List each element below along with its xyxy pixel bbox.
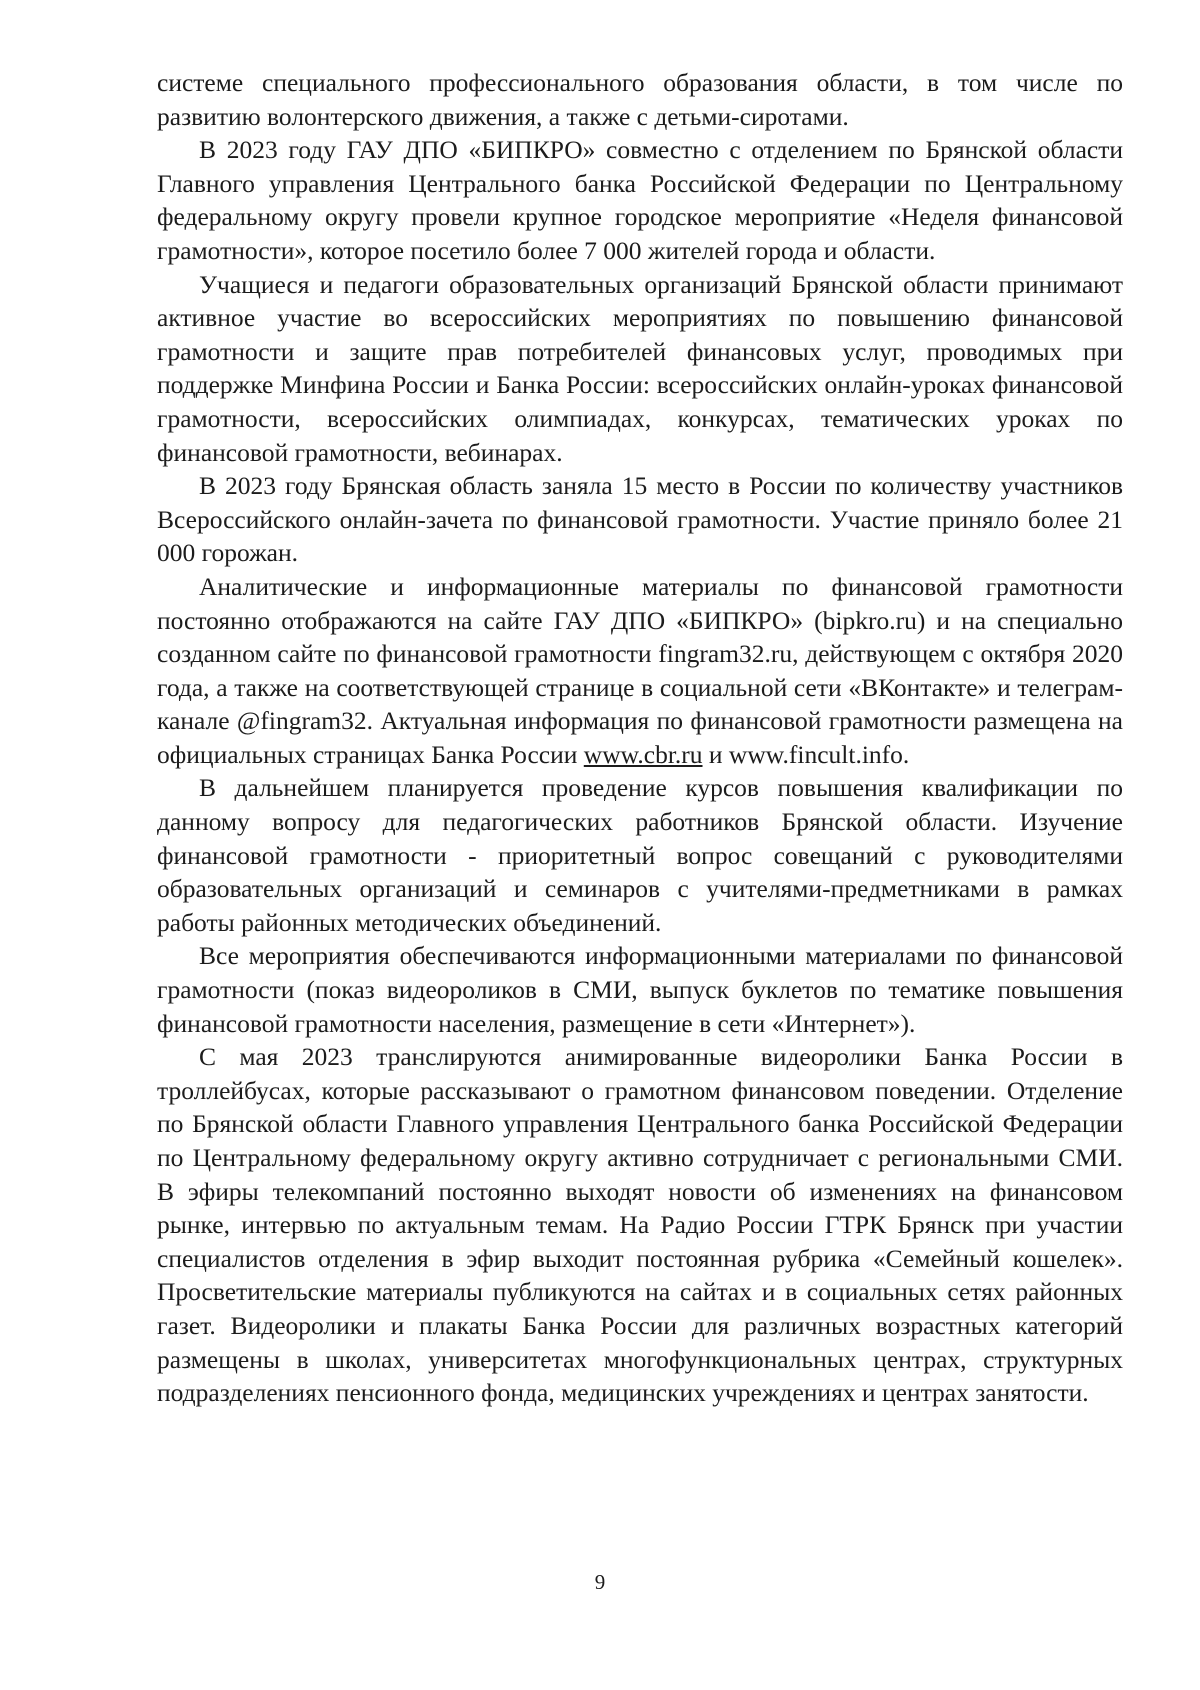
paragraph-6: В дальнейшем планируется проведение курсов повышения квалификации по данному вопросу для педагогических работников Брянской области. Изучение финансовой грамотности - приоритетный вопрос совещаний с руководителями образовательных организаций и семинаров с учителями-предметниками в рамках работы районных методических объединений. — [157, 773, 1123, 937]
paragraph-3: Учащиеся и педагоги образовательных организаций Брянской области принимают активное участие во всероссийских мероприятиях по повышению финансовой грамотности и защите прав потребителей финансовых услуг, проводимых при поддержке Минфина России и Банка России: всероссийских онлайн-уроках финансовой грамотности, всероссийских олимпиадах, конкурсах, тематических уроках по финансовой грамотности, вебинарах. — [157, 269, 1123, 467]
paragraph-4: В 2023 году Брянская область заняла 15 место в России по количеству участников Всероссийского онлайн-зачета по финансовой грамотности. Участие приняло более 21 000 горожан. — [157, 471, 1123, 568]
paragraph-2: В 2023 году ГАУ ДПО «БИПКРО» совместно с отделением по Брянской области Главного управления Центрального банка Российской Федерации по Центральному федеральному округу провели крупное городское мероприятие «Неделя финансовой грамотности», которое посетило более 7 000 жителей города и области. — [157, 135, 1123, 265]
paragraph-7: Все мероприятия обеспечиваются информационными материалами по финансовой грамотности (показ видеороликов в СМИ, выпуск буклетов по тематике повышения финансовой грамотности населения, размещение в сети «Интернет»). — [157, 941, 1123, 1038]
cbr-link[interactable]: www.cbr.ru — [583, 739, 703, 769]
page-number: 9 — [594, 1570, 606, 1594]
paragraph-5-text-after: и www.fincult.info. — [702, 739, 910, 769]
document-body — [157, 66, 1123, 1410]
paragraph-5 — [157, 570, 1123, 772]
paragraph-8: С мая 2023 транслируются анимированные видеоролики Банка России в троллейбусах, которые рассказывают о грамотном финансовом поведении. Отделение по Брянской области Главного управления Центрального банка Российской Федерации по Центральному федеральному округу активно сотрудничает с региональными СМИ. В эфиры телекомпаний постоянно выходят новости об изменениях на финансовом рынке, интервью по актуальным темам. На Радио России ГТРК Брянск при участии специалистов отделения в эфир выходит постоянная рубрика «Семейный кошелек». Просветительские материалы публикуются на сайтах и в социальных сетях районных газет. Видеоролики и плакаты Банка России для различных возрастных категорий размещены в школах, университетах многофункциональных центрах, структурных подразделениях пенсионного фонда, медицинских учреждениях и центрах занятости. — [157, 1042, 1123, 1408]
paragraph-1: системе специального профессионального образования области, в том числе по развитию волонтерского движения, а также с детьми-сиротами. — [157, 68, 1123, 131]
paragraph-5-text-before: Аналитические и информационные материалы по финансовой грамотности постоянно отображаются на сайте ГАУ ДПО «БИПКРО» (bipkro.ru) и на специально созданном сайте по финансовой грамотности fingram32.ru, действующем с октября 2020 года, а также на соответствующей странице в социальной сети «ВКонтакте» и телеграм-канале @fingram32. Актуальная информация по финансовой грамотности размещена на официальных страницах Банка России — [157, 571, 1123, 769]
